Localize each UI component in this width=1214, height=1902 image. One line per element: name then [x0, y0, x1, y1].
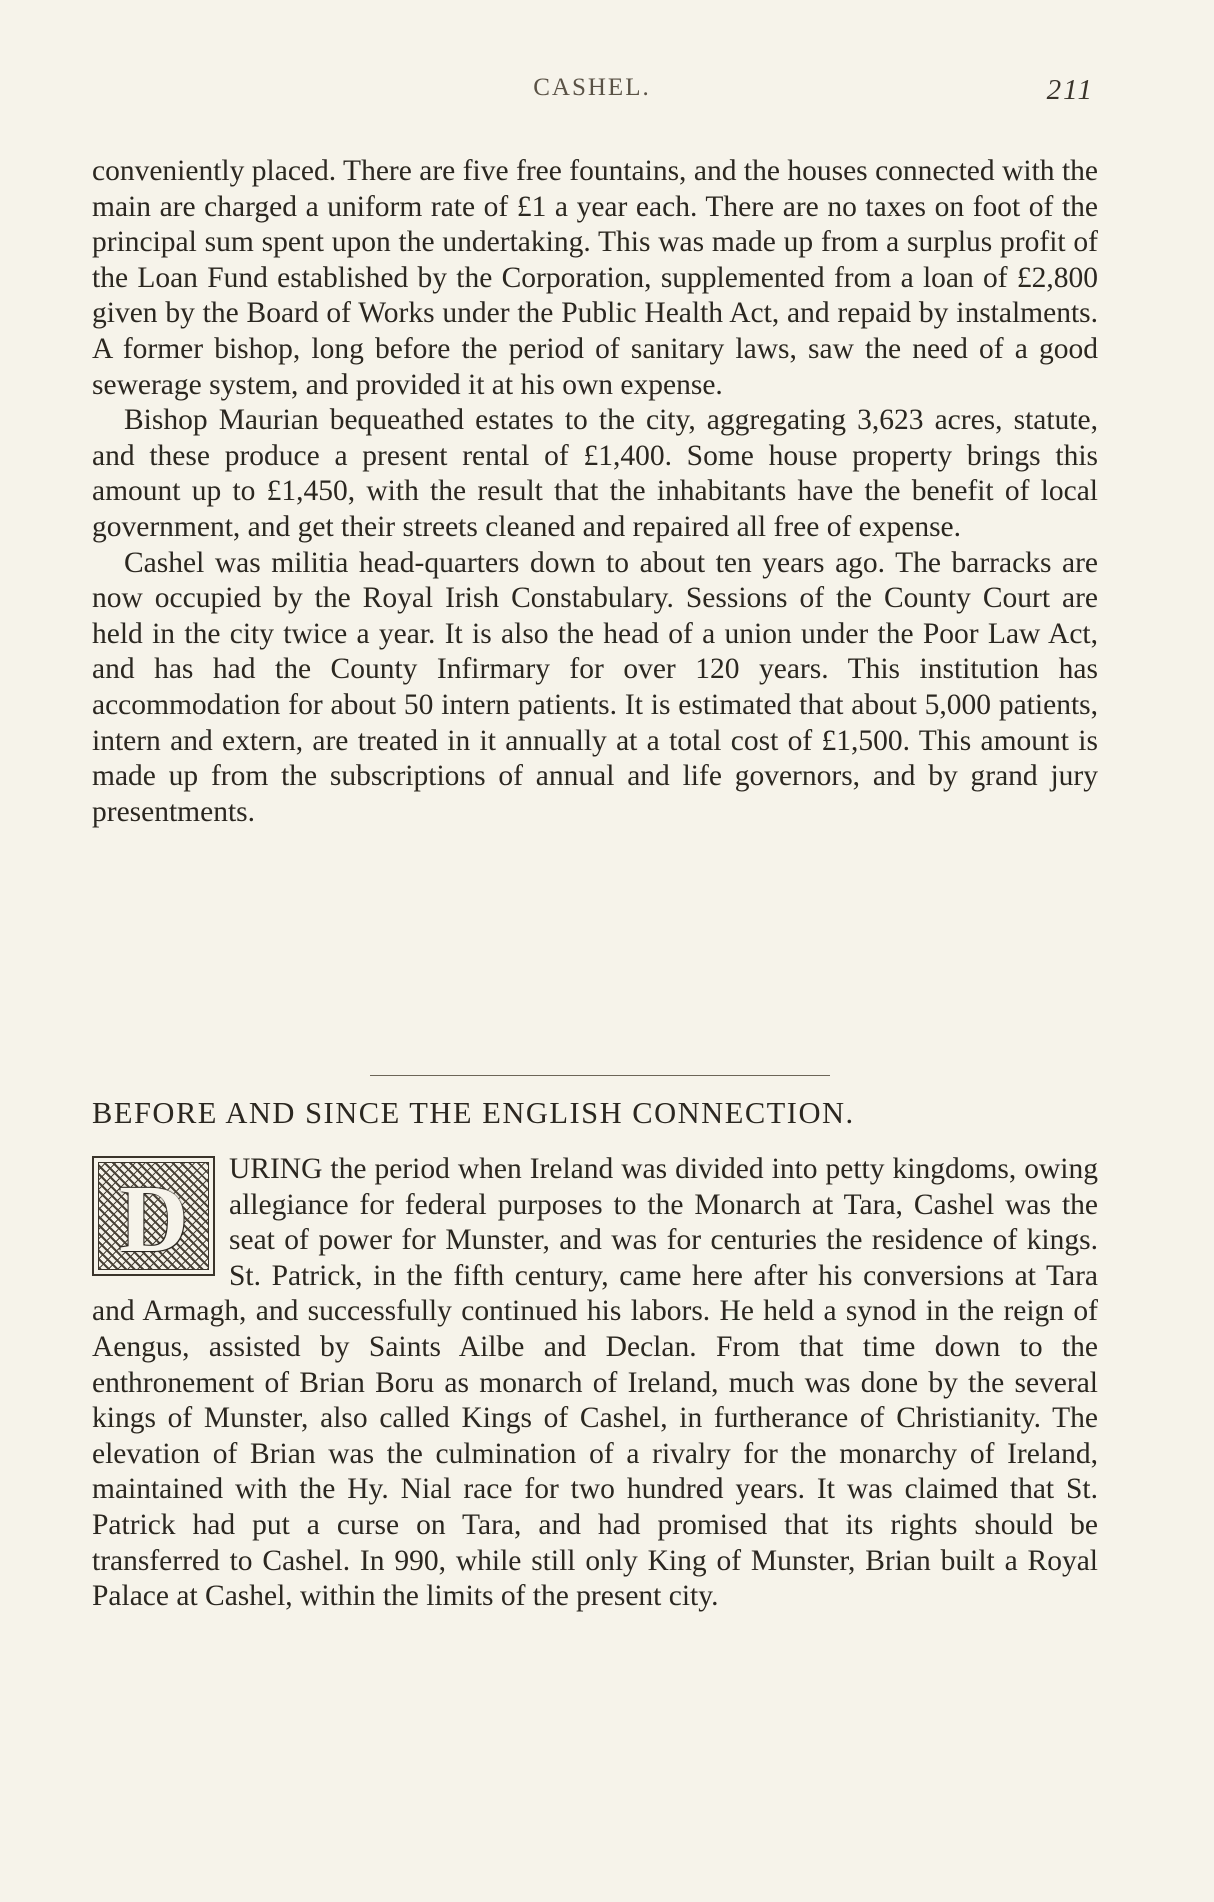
paragraph-militia: Cashel was militia head-quarters down to about ten years ago. The barracks are now occupied by the Royal Irish Constabulary. Sessions of the County Court are held in the city twice a year. It is also the head of a union under the Poor Law Act, and has had the County Infirmary for over 120 years. This institution has accommodation for about 50 intern patients. It is estimated that about 5,000 patients, intern and extern, are treated in it annually at a total cost of £1,500. This amount is made up from the subscriptions of annual and life governors, and by grand jury presentments. [92, 546, 1098, 828]
drop-cap-frame [98, 1162, 209, 1270]
section-body [92, 1152, 1098, 1615]
section-heading: BEFORE AND SINCE THE ENGLISH CONNECTION. [92, 1096, 855, 1130]
paragraph-water-supply: conveniently placed. There are five free fountains, and the houses connected with the main are charged a uniform rate of £1 a year each. There are no taxes on foot of the principal sum spent upon the undertaking. This was made up from a surplus profit of the Loan Fund established by the Corporation, supplemented from a loan of £2,800 given by the Board of Works under the Public Health Act, and repaid by instalments. A former bishop, long before the period of sanitary laws, saw the need of a good sewerage system, and provided it at his own expense. [92, 155, 1098, 401]
paragraph-bishop-maurian: Bishop Maurian bequeathed estates to the city, aggregating 3,623 acres, statute, and these produce a present rental of £1,400. Some house property brings this amount up to £1,450, with the result that the inhabitants have the benefit of local government, and get their streets cleaned and repaired all free of expense. [92, 404, 1098, 543]
page-number: 211 [1046, 74, 1094, 106]
section-divider [370, 1075, 830, 1076]
body-text [92, 154, 1098, 830]
running-head [90, 74, 1094, 110]
paragraph-history: URING the period when Ireland was divided into petty kingdoms, owing allegiance for federal purposes to the Monarch at Tara, Cashel was the seat of power for Munster, and was for centuries the residence of kings. St. Patrick, in the fifth century, came here after his conversions at Tara and Armagh, and successfully continued his labors. He held a synod in the reign of Aengus, assisted by Saints Ailbe and Declan. From that time down to the enthronement of Brian Boru as monarch of Ireland, much was done by the several kings of Munster, also called Kings of Cashel, in furtherance of Christianity. The elevation of Brian was the culmination of a rivalry for the monarchy of Ireland, maintained with the Hy. Nial race for two hundred years. It was claimed that St. Patrick had put a curse on Tara, and had promised that its rights should be transferred to Cashel. In 990, while still only King of Munster, Brian built a Royal Palace at Cashel, within the limits of the present city. [92, 1153, 1098, 1613]
drop-cap-ornament [92, 1156, 215, 1276]
drop-cap-letter: D [118, 1165, 189, 1270]
running-title: CASHEL. [533, 74, 651, 101]
